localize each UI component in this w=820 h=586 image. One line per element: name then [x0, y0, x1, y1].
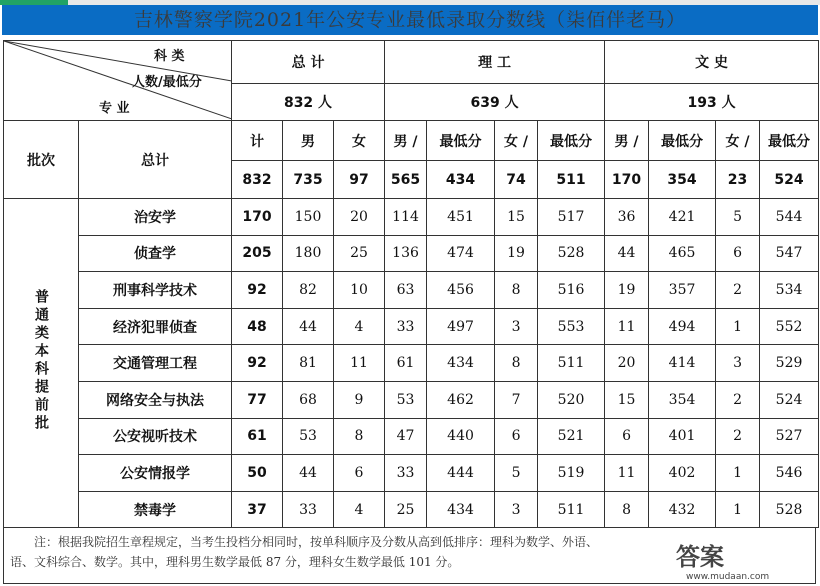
watermark: [676, 537, 769, 582]
cell-value: 33: [283, 491, 334, 528]
cell-value: 11: [334, 345, 385, 382]
cell-value: 77: [232, 381, 283, 418]
subheader: 男 /: [385, 121, 427, 161]
cell-value: 474: [427, 235, 495, 272]
cell-value: 401: [649, 418, 716, 455]
major-name: 公安视听技术: [79, 418, 232, 455]
watermark-url: www.mudaan.com: [686, 572, 770, 582]
table-row: [4, 199, 819, 236]
footnote-line-2: 语、文科综合、数学。其中，理科男生数学最低 87 分，理科女生数学最低 101 分。: [10, 555, 460, 569]
cell-value: 4: [334, 308, 385, 345]
total-value: 511: [538, 161, 605, 199]
total-value: 170: [605, 161, 649, 199]
cell-value: 517: [538, 199, 605, 236]
total-value: 524: [760, 161, 819, 199]
cell-value: 11: [605, 308, 649, 345]
table-row: [4, 418, 819, 455]
cell-value: 63: [385, 272, 427, 309]
major-name: 交通管理工程: [79, 345, 232, 382]
watermark-logo: 答案: [676, 543, 724, 571]
cell-value: 511: [538, 345, 605, 382]
page-title: 吉林警察学院2021年公安专业最低录取分数线（柒佰伴老马）: [2, 5, 818, 35]
cell-value: 440: [427, 418, 495, 455]
cell-value: 180: [283, 235, 334, 272]
cell-value: 547: [760, 235, 819, 272]
diag-category: 科 类: [154, 49, 185, 64]
total-value: 23: [716, 161, 760, 199]
cell-value: 10: [334, 272, 385, 309]
cell-value: 8: [495, 345, 538, 382]
cell-value: 2: [716, 418, 760, 455]
cell-value: 136: [385, 235, 427, 272]
cell-value: 6: [716, 235, 760, 272]
cell-value: 205: [232, 235, 283, 272]
cell-value: 529: [760, 345, 819, 382]
batch-label: 普通类本科提前批: [33, 289, 49, 434]
table-row: [4, 308, 819, 345]
subheader: 女: [334, 121, 385, 161]
cell-value: 48: [232, 308, 283, 345]
group-arts: 文 史: [605, 41, 819, 84]
major-name: 公安情报学: [79, 455, 232, 492]
subheader: 最低分: [538, 121, 605, 161]
cell-value: 534: [760, 272, 819, 309]
cell-value: 465: [649, 235, 716, 272]
cell-value: 114: [385, 199, 427, 236]
total-value: 354: [649, 161, 716, 199]
cell-value: 8: [495, 272, 538, 309]
cell-value: 1: [716, 455, 760, 492]
cell-value: 8: [605, 491, 649, 528]
cell-value: 25: [334, 235, 385, 272]
cell-value: 444: [427, 455, 495, 492]
cell-value: 15: [495, 199, 538, 236]
cell-value: 528: [760, 491, 819, 528]
cell-value: 434: [427, 491, 495, 528]
cell-value: 3: [495, 308, 538, 345]
diag-major: 专 业: [99, 101, 130, 116]
cell-value: 544: [760, 199, 819, 236]
count-science: 639 人: [385, 84, 605, 121]
cell-value: 546: [760, 455, 819, 492]
cell-value: 47: [385, 418, 427, 455]
cell-value: 5: [716, 199, 760, 236]
major-name: 侦查学: [79, 235, 232, 272]
cell-value: 53: [385, 381, 427, 418]
total-value: 832: [232, 161, 283, 199]
cell-value: 3: [495, 491, 538, 528]
cell-value: 354: [649, 381, 716, 418]
total-value: 565: [385, 161, 427, 199]
cell-value: 9: [334, 381, 385, 418]
cell-value: 451: [427, 199, 495, 236]
cell-value: 19: [495, 235, 538, 272]
cell-value: 432: [649, 491, 716, 528]
cell-value: 19: [605, 272, 649, 309]
cell-value: 82: [283, 272, 334, 309]
table-row: [4, 455, 819, 492]
cell-value: 2: [716, 381, 760, 418]
cell-value: 552: [760, 308, 819, 345]
diagonal-header-cell: [4, 41, 232, 121]
cell-value: 44: [605, 235, 649, 272]
batch-cell: [4, 199, 79, 528]
major-name: 刑事科学技术: [79, 272, 232, 309]
cell-value: 37: [232, 491, 283, 528]
total-value: 434: [427, 161, 495, 199]
cell-value: 494: [649, 308, 716, 345]
cell-value: 516: [538, 272, 605, 309]
cell-value: 92: [232, 272, 283, 309]
major-name: 禁毒学: [79, 491, 232, 528]
cell-value: 61: [385, 345, 427, 382]
cell-value: 36: [605, 199, 649, 236]
cell-value: 520: [538, 381, 605, 418]
count-total: 832 人: [232, 84, 385, 121]
cell-value: 92: [232, 345, 283, 382]
cell-value: 1: [716, 491, 760, 528]
cell-value: 5: [495, 455, 538, 492]
cell-value: 497: [427, 308, 495, 345]
cell-value: 25: [385, 491, 427, 528]
cell-value: 20: [605, 345, 649, 382]
cell-value: 6: [495, 418, 538, 455]
cell-value: 462: [427, 381, 495, 418]
table-row: [4, 491, 819, 528]
major-name: 网络安全与执法: [79, 381, 232, 418]
cell-value: 528: [538, 235, 605, 272]
cell-value: 521: [538, 418, 605, 455]
table-row: [4, 381, 819, 418]
major-name: 治安学: [79, 199, 232, 236]
cell-value: 20: [334, 199, 385, 236]
cell-value: 6: [334, 455, 385, 492]
group-science: 理 工: [385, 41, 605, 84]
subheader: 女 /: [716, 121, 760, 161]
cell-value: 553: [538, 308, 605, 345]
cell-value: 524: [760, 381, 819, 418]
cell-value: 61: [232, 418, 283, 455]
batch-header: 批次: [4, 121, 79, 199]
cell-value: 150: [283, 199, 334, 236]
table-row: [4, 235, 819, 272]
subheader: 女 /: [495, 121, 538, 161]
count-arts: 193 人: [605, 84, 819, 121]
cell-value: 2: [716, 272, 760, 309]
cell-value: 8: [334, 418, 385, 455]
cell-value: 170: [232, 199, 283, 236]
score-table: [3, 40, 819, 528]
total-header: 总计: [79, 121, 232, 199]
subheader: 最低分: [427, 121, 495, 161]
subheader: 计: [232, 121, 283, 161]
total-value: 74: [495, 161, 538, 199]
cell-value: 357: [649, 272, 716, 309]
cell-value: 7: [495, 381, 538, 418]
cell-value: 1: [716, 308, 760, 345]
table-row: [4, 345, 819, 382]
cell-value: 434: [427, 345, 495, 382]
cell-value: 50: [232, 455, 283, 492]
cell-value: 44: [283, 455, 334, 492]
cell-value: 4: [334, 491, 385, 528]
cell-value: 11: [605, 455, 649, 492]
major-name: 经济犯罪侦查: [79, 308, 232, 345]
cell-value: 33: [385, 308, 427, 345]
cell-value: 511: [538, 491, 605, 528]
cell-value: 68: [283, 381, 334, 418]
subheader: 最低分: [649, 121, 716, 161]
group-total: 总 计: [232, 41, 385, 84]
table-row: [4, 272, 819, 309]
subheader: 最低分: [760, 121, 819, 161]
cell-value: 44: [283, 308, 334, 345]
cell-value: 421: [649, 199, 716, 236]
cell-value: 402: [649, 455, 716, 492]
diag-count: 人数/最低分: [132, 75, 202, 90]
cell-value: 33: [385, 455, 427, 492]
cell-value: 81: [283, 345, 334, 382]
footnote-line-1: 注：根据我院招生章程规定，当考生投档分相同时，按单科顺序及分数从高到低排序：理科为数学、外语、: [34, 535, 599, 549]
cell-value: 414: [649, 345, 716, 382]
subheader: 男: [283, 121, 334, 161]
total-value: 735: [283, 161, 334, 199]
cell-value: 527: [760, 418, 819, 455]
cell-value: 519: [538, 455, 605, 492]
cell-value: 456: [427, 272, 495, 309]
cell-value: 3: [716, 345, 760, 382]
cell-value: 15: [605, 381, 649, 418]
cell-value: 6: [605, 418, 649, 455]
subheader: 男 /: [605, 121, 649, 161]
cell-value: 53: [283, 418, 334, 455]
total-value: 97: [334, 161, 385, 199]
